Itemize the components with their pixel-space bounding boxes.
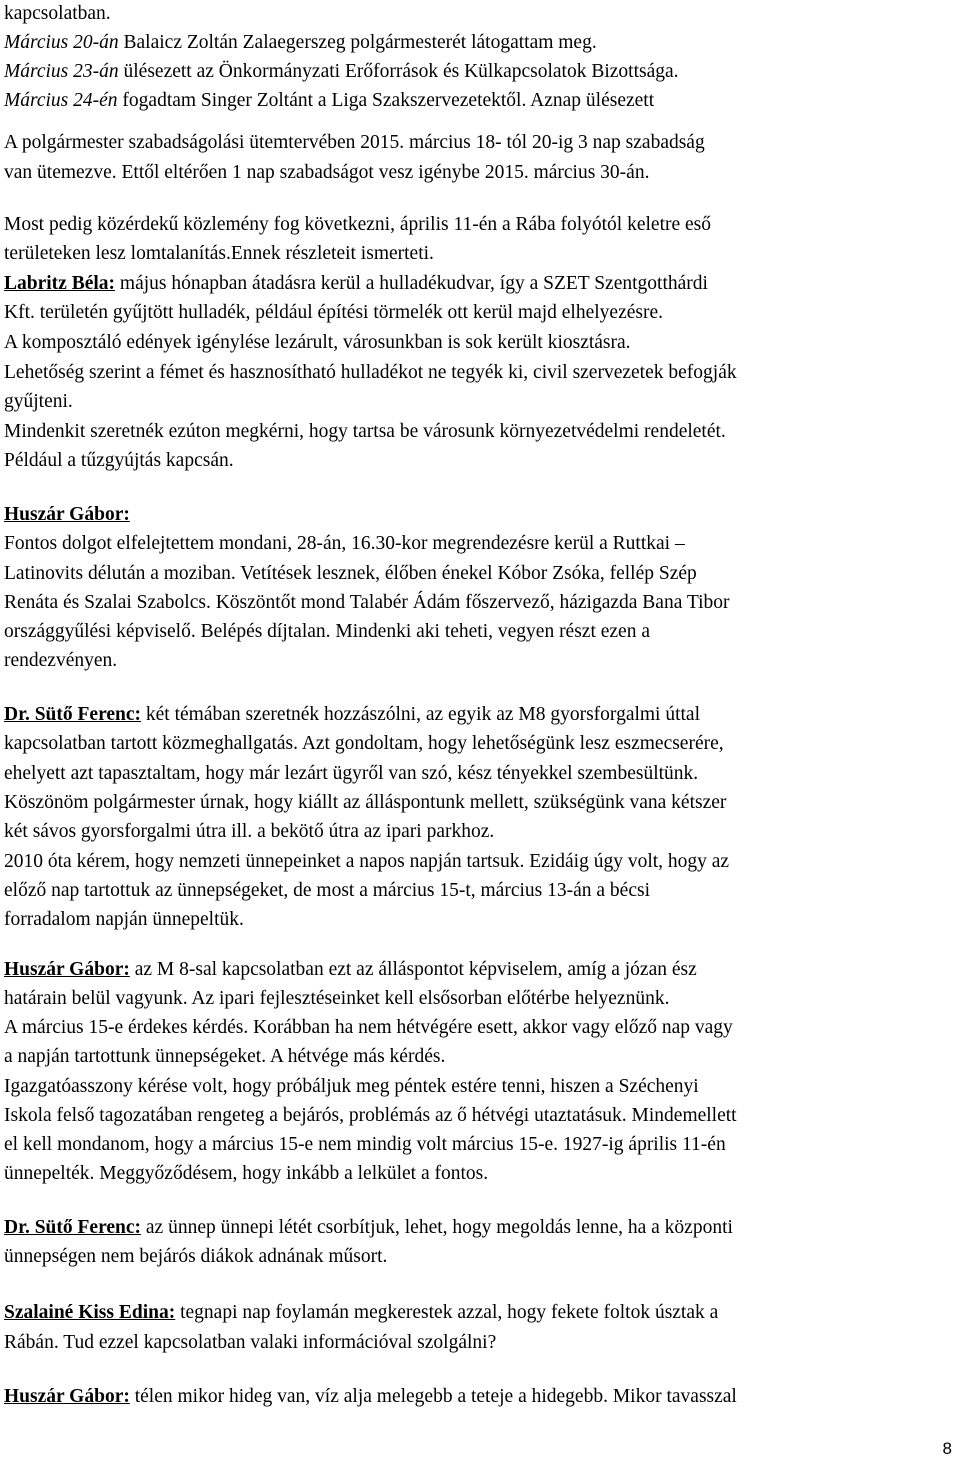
text-line	[4, 302, 663, 324]
text-run: két sávos gyorsforgalmi útra ill. a bekötő útra az ipari parkhoz.	[4, 821, 495, 842]
text-run: Március 24-én	[4, 90, 118, 111]
text-run: Köszönöm polgármester úrnak, hogy kiállt az álláspontunk mellett, szükségünk vana kétszer	[4, 792, 727, 813]
text-line	[4, 1302, 718, 1324]
speaker-name: Huszár Gábor:	[4, 1386, 130, 1407]
speaker-name: Szalainé Kiss Edina:	[4, 1302, 176, 1323]
text-line	[4, 792, 726, 814]
text-run: május hónapban átadásra kerül a hulladékudvar, így a SZET Szentgotthárdi	[115, 273, 708, 294]
text-line	[4, 391, 73, 413]
text-run: tegnapi nap foylamán megkerestek azzal, hogy fekete foltok úsztak a	[175, 1302, 719, 1323]
text-run: előző nap tartottuk az ünnepségeket, de most a március 15-t, március 13-án a bécsi	[4, 880, 650, 901]
text-run: rendezvényen.	[4, 650, 118, 671]
text-line	[4, 504, 130, 526]
text-run: Március 20-án	[4, 32, 119, 53]
text-line	[4, 763, 698, 785]
text-line	[4, 32, 597, 54]
speaker-name: Huszár Gábor:	[4, 959, 130, 980]
text-run: két témában szeretnék hozzászólni, az egyik az M8 gyorsforgalmi úttal	[141, 704, 701, 725]
text-line	[4, 1046, 445, 1068]
text-line	[4, 1217, 733, 1239]
text-line	[4, 273, 708, 295]
text-line	[4, 592, 730, 614]
page-number: 8	[942, 1439, 952, 1458]
text-run: ünnepelték. Meggyőződésem, hogy inkább a lelkület a fontos.	[4, 1163, 489, 1184]
text-line	[4, 332, 631, 354]
text-run: kapcsolatban tartott közmeghallgatás. Azt gondoltam, hogy lehetőségünk lesz eszmecserére,	[4, 733, 724, 754]
text-run: A polgármester szabadságolási ütemtervében 2015. március 18- tól 20-ig 3 nap szabadság	[4, 132, 705, 153]
text-run: Lehetőség szerint a fémet és hasznosítható hulladékot ne tegyék ki, civil szervezetek befogják	[4, 362, 737, 383]
text-line	[4, 1076, 699, 1098]
text-line	[4, 704, 700, 726]
text-line	[4, 988, 669, 1010]
speaker-name: Dr. Sütő Ferenc:	[4, 1217, 142, 1238]
text-run: a napján tartottunk ünnepségeket. A hétvége más kérdés.	[4, 1046, 446, 1067]
text-line	[4, 1332, 496, 1354]
text-run: ülésezett az Önkormányzati Erőforrások és Külkapcsolatok Bizottsága.	[118, 61, 679, 82]
text-line	[4, 533, 685, 555]
text-run: ehelyett azt tapasztaltam, hogy már lezárt ügyről van szó, kész tényekkel szembesültünk.	[4, 763, 699, 784]
text-run: Igazgatóasszony kérése volt, hogy próbáljuk meg péntek estére tenni, hiszen a Széchenyi	[4, 1076, 699, 1097]
text-run: Március 23-án	[4, 61, 119, 82]
text-run: Rábán. Tud ezzel kapcsolatban valaki információval szolgálni?	[4, 1332, 497, 1353]
text-run: Mindenkit szeretnék ezúton megkérni, hogy tartsa be városunk környezetvédelmi rendeletét.	[4, 421, 726, 442]
text-line	[4, 3, 111, 25]
text-line	[4, 90, 654, 112]
text-line	[4, 214, 711, 236]
text-run: van ütemezve. Ettől eltérően 1 nap szabadságot vesz igénybe 2015. március 30-án.	[4, 162, 650, 183]
text-line	[4, 851, 729, 873]
text-run: Most pedig közérdekű közlemény fog következni, április 11-én a Rába folyótól keletre eső	[4, 214, 712, 235]
text-line	[4, 362, 737, 384]
text-run: Renáta és Szalai Szabolcs. Köszöntőt mond Talabér Ádám főszervező, házigazda Bana Tibor	[4, 592, 730, 613]
text-line	[4, 243, 434, 265]
text-line	[4, 61, 679, 83]
text-line	[4, 880, 650, 902]
text-line	[4, 621, 650, 643]
speaker-name: Dr. Sütő Ferenc:	[4, 704, 142, 725]
text-run: határain belül vagyunk. Az ipari fejlesztéseinket kell elsősorban előtérbe helyeznünk.	[4, 988, 670, 1009]
speaker-name: Huszár Gábor:	[4, 504, 130, 525]
text-line	[4, 650, 117, 672]
text-run: A március 15-e érdekes kérdés. Korábban ha nem hétvégére esett, akkor vagy előző nap vagy	[4, 1017, 733, 1038]
text-line	[4, 733, 724, 755]
text-run: Iskola felső tagozatában rengeteg a bejárós, problémás az ő hétvégi utaztatásuk. Mindemellett	[4, 1105, 737, 1126]
text-line	[4, 1134, 726, 1156]
text-line	[4, 1246, 387, 1268]
text-line	[4, 1386, 737, 1408]
text-line	[4, 132, 705, 154]
speaker-name: Labritz Béla:	[4, 273, 116, 294]
text-run: Latinovits délután a moziban. Vetítések lesznek, élőben énekel Kóbor Zsóka, fellép Szép	[4, 563, 697, 584]
text-run: el kell mondanom, hogy a március 15-e nem mindig volt március 15-e. 1927-ig április 11-én	[4, 1134, 726, 1155]
text-run: kapcsolatban.	[4, 3, 111, 24]
text-run: fogadtam Singer Zoltánt a Liga Szakszervezetektől. Aznap ülésezett	[117, 90, 655, 111]
text-line	[4, 162, 649, 184]
text-run: Balaicz Zoltán Zalaegerszeg polgármesterét látogattam meg.	[118, 32, 597, 53]
text-line	[4, 959, 697, 981]
text-line	[4, 909, 244, 931]
text-run: forradalom napján ünnepeltük.	[4, 909, 244, 930]
text-run: ünnepségen nem bejárós diákok adnának műsort.	[4, 1246, 388, 1267]
text-line	[4, 1017, 733, 1039]
text-line	[4, 1105, 737, 1127]
text-line	[4, 450, 234, 472]
text-line	[4, 563, 697, 585]
text-run: Kft. területén gyűjtött hulladék, például építési törmelék ott kerül majd elhelyezésre.	[4, 302, 663, 323]
text-run: országgyűlési képviselő. Belépés díjtalan. Mindenki aki teheti, vegyen részt ezen a	[4, 621, 650, 642]
text-line	[4, 1163, 488, 1185]
text-run: területeken lesz lomtalanítás.Ennek részleteit ismerteti.	[4, 243, 434, 264]
text-run: az ünnep ünnepi létét csorbítjuk, lehet, hogy megoldás lenne, ha a központi	[141, 1217, 733, 1238]
text-run: gyűjteni.	[4, 391, 73, 412]
text-run: Fontos dolgot elfelejtettem mondani, 28-án, 16.30-kor megrendezésre kerül a Ruttkai –	[4, 533, 685, 554]
text-run: A komposztáló edények igénylése lezárult, városunkban is sok került kiosztásra.	[4, 332, 631, 353]
text-line	[4, 821, 494, 843]
text-run: 2010 óta kérem, hogy nemzeti ünnepeinket a napos napján tartsuk. Ezidáig úgy volt, hogy az	[4, 851, 730, 872]
text-line	[4, 421, 726, 443]
text-run: télen mikor hideg van, víz alja melegebb a teteje a hidegebb. Mikor tavasszal	[129, 1386, 737, 1407]
text-run: Például a tűzgyújtás kapcsán.	[4, 450, 234, 471]
text-run: az M 8-sal kapcsolatban ezt az álláspontot képviselem, amíg a józan ész	[129, 959, 697, 980]
